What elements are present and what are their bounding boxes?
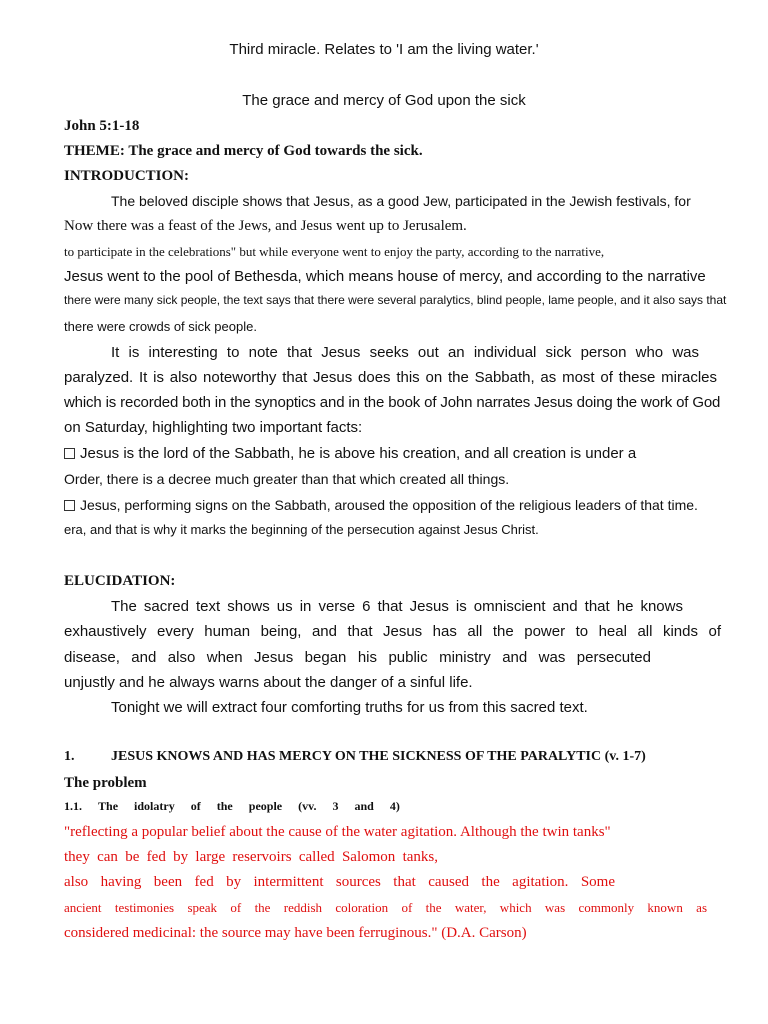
document-title: Third miracle. Relates to 'I am the living water.' bbox=[229, 41, 539, 58]
section-number: 1. bbox=[64, 749, 75, 764]
scripture-reference: John 5:1-18 bbox=[64, 118, 140, 134]
bullet-box-icon bbox=[64, 448, 75, 459]
quote-line: considered medicinal: the source may have been ferruginous." (D.A. Carson) bbox=[64, 925, 527, 941]
quote-line: they can be fed by large reservoirs called Salomon tanks, bbox=[64, 849, 438, 865]
intro-line: Now there was a feast of the Jews, and Jesus went up to Jerusalem. bbox=[64, 218, 467, 234]
paragraph-line: The sacred text shows us in verse 6 that Jesus is omniscient and that he knows bbox=[111, 598, 683, 615]
quote-line: also having been fed by intermittent sources that caused the agitation. Some bbox=[64, 874, 615, 890]
paragraph-line: unjustly and he always warns about the danger of a sinful life. bbox=[64, 674, 473, 691]
subsection-heading: 1.1. The idolatry of the people (vv. 3 and 4) bbox=[64, 799, 400, 813]
paragraph-line: It is interesting to note that Jesus seeks out an individual sick person who was bbox=[111, 344, 699, 361]
paragraph-line: exhaustively every human being, and that Jesus has all the power to heal all kinds of bbox=[64, 623, 721, 640]
intro-line: Jesus went to the pool of Bethesda, which means house of mercy, and according to the narrative bbox=[64, 268, 706, 285]
bullet-item: Jesus, performing signs on the Sabbath, aroused the opposition of the religious leaders of that time. bbox=[64, 498, 698, 512]
intro-line: The beloved disciple shows that Jesus, as a good Jew, participated in the Jewish festivals, for bbox=[111, 193, 691, 209]
elucidation-heading: ELUCIDATION: bbox=[64, 573, 176, 589]
bullet-continuation: Order, there is a decree much greater than that which created all things. bbox=[64, 471, 510, 487]
section-title: JESUS KNOWS AND HAS MERCY ON THE SICKNESS OF THE PARALYTIC (v. 1-7) bbox=[111, 749, 646, 764]
paragraph-line: disease, and also when Jesus began his public ministry and was persecuted bbox=[64, 649, 651, 666]
theme-line: THEME: The grace and mercy of God towards the sick. bbox=[64, 143, 423, 159]
paragraph-line: paralyzed. It is also noteworthy that Jesus does this on the Sabbath, as most of these miracles bbox=[64, 369, 717, 386]
paragraph-line: Tonight we will extract four comforting truths for us from this sacred text. bbox=[111, 699, 588, 716]
paragraph-line: on Saturday, highlighting two important facts: bbox=[64, 419, 363, 436]
introduction-heading: INTRODUCTION: bbox=[64, 168, 190, 184]
document-subtitle: The grace and mercy of God upon the sick bbox=[242, 92, 526, 109]
subheading-problem: The problem bbox=[64, 775, 147, 791]
quote-line: "reflecting a popular belief about the cause of the water agitation. Although the twin tanks" bbox=[64, 824, 611, 840]
bullet-item: Jesus is the lord of the Sabbath, he is above his creation, and all creation is under a bbox=[64, 446, 636, 461]
bullet-box-icon bbox=[64, 500, 75, 511]
paragraph-line: which is recorded both in the synoptics and in the book of John narrates Jesus doing the work of God bbox=[64, 394, 721, 411]
intro-line: there were crowds of sick people. bbox=[64, 319, 257, 334]
bullet-continuation: era, and that is why it marks the beginning of the persecution against Jesus Christ. bbox=[64, 522, 539, 537]
intro-line: there were many sick people, the text says that there were several paralytics, blind people, lame people, and it also says that bbox=[64, 293, 727, 307]
intro-line: to participate in the celebrations" but while everyone went to enjoy the party, according to the narrative, bbox=[64, 244, 605, 259]
quote-line: ancient testimonies speak of the reddish coloration of the water, which was commonly known as bbox=[64, 900, 707, 915]
